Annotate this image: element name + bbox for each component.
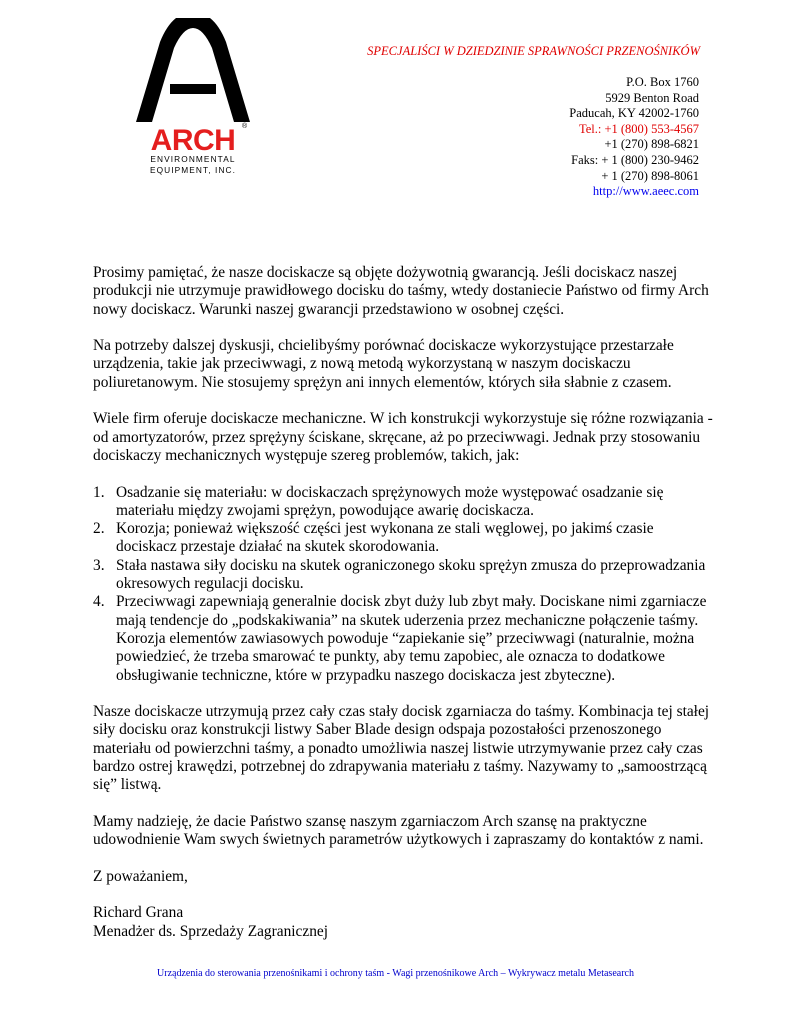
letter-body — [93, 264, 713, 941]
list-text: Korozja; ponieważ większość części jest wykonana ze stali węglowej, po jakimś czasie dociskacz przestaje działać na skutek skorodowania. — [116, 520, 654, 556]
list-item — [93, 520, 713, 557]
logo-sub2: EQUIPMENT, INC. — [149, 165, 237, 175]
paragraph-hope: Mamy nadzieję, że dacie Państwo szansę naszym zgarniaczom Arch szansę na praktyczne udowodnienie Wam swych świetnych parametrów użytkowych i zapraszamy do kontaktów z nami. — [93, 812, 704, 849]
paragraph-constant-pressure: Nasze dociskacze utrzymują przez cały czas stały docisk zgarniacza do taśmy. Kombinacja tej stałej siły docisku oraz konstrukcji listwy Saber Blade design odspaja pozostałości przenoszonego materiału od powierzchni taśmy, a ponadto umożliwia naszej listwie utrzymywanie przez cały czas bardzo ostrej krawędzi, potrzebnej do zdrapywania materiału z taśmy. Nazywamy to „samoostrzącą się” listwą. — [93, 703, 710, 794]
list-text: Osadzanie się materiału: w dociskaczach sprężynowych może występować osadzanie się materiału między zwojami sprężyn, powodujące awarię dociskacza. — [116, 483, 664, 519]
list-number: 3. — [93, 556, 105, 574]
signer-title: Menadżer ds. Sprzedaży Zagranicznej — [93, 922, 329, 940]
address-line: Paducah, KY 42002-1760 — [569, 106, 699, 121]
address-block — [569, 75, 699, 200]
website-link[interactable]: http://www.aeec.com — [592, 184, 699, 199]
fax-line: Faks: + 1 (800) 230-9462 — [571, 152, 699, 167]
problems-list — [93, 484, 713, 685]
list-item — [93, 484, 713, 521]
footer-text: Urządzenia do sterowania przenośnikami i ochrony taśm - Wagi przenośnikowe Arch – Wykrywacz metalu Metasearch — [157, 968, 634, 979]
list-number: 2. — [93, 520, 105, 538]
address-line: P.O. Box 1760 — [626, 75, 699, 89]
signer-name: Richard Grana — [93, 904, 184, 922]
paragraph-warranty: Prosimy pamiętać, że nasze dociskacze są objęte dożywotnią gwarancją. Jeśli dociskacz naszej produkcji nie utrzymuje prawidłowego docisku do taśmy, wtedy dostaniecie Państwo od firmy Arch nowy dociskacz. Warunki naszej gwarancji przedstawiono w osobnej części. — [93, 264, 709, 318]
telephone-line: Tel.: +1 (800) 553-4567 — [578, 121, 699, 136]
list-item — [93, 593, 713, 684]
list-text: Stała nastawa siły docisku na skutek ograniczonego skoku sprężyn zmusza do przeprowadzania okresowych regulacji docisku. — [116, 556, 706, 593]
list-text: Przeciwwagi zapewniają generalnie docisk zbyt duży lub zbyt mały. Dociskane nimi zgarniacze mają tendencje do „podskakiwania” na skutek uderzenia przez mechaniczne połączenie taśmy. Korozja elementów zawiasowych powoduje “zapiekanie się” przeciwwagi (naturalnie, można powiedzieć, że trzeba smarować te punkty, aby temu zapobiec, ale oznacza to dodatkowe obsługiwanie techniczne, które w przypadku naszego dociskacza jest zbyteczne). — [116, 593, 707, 684]
list-number: 1. — [93, 483, 105, 501]
telephone-line-2: +1 (270) 898-6821 — [604, 137, 699, 152]
list-item — [93, 557, 713, 594]
logo-sub1: ENVIRONMENTAL — [150, 154, 236, 164]
logo-brand: ARCH — [150, 124, 236, 157]
header-tagline: SPECJALIŚCI W DZIEDZINIE SPRAWNOŚCI PRZENOŚNIKÓW — [367, 44, 700, 58]
signature-block — [93, 904, 713, 941]
fax-line-2: + 1 (270) 898-8061 — [601, 168, 699, 183]
paragraph-mechanical: Wiele firm oferuje dociskacze mechaniczne. W ich konstrukcji wykorzystuje się różne rozwiązania - od amortyzatorów, przez sprężyny ściskane, skręcane, aż po przeciwwagi. Jednak przy stosowaniu dociskaczy mechanicznych występuje szereg problemów, takich, jak: — [93, 410, 713, 464]
registered-mark: ® — [242, 123, 248, 130]
arch-logo — [134, 18, 252, 178]
list-number: 4. — [93, 593, 105, 611]
address-line: 5929 Benton Road — [605, 90, 699, 105]
arch-shape-icon — [136, 18, 250, 122]
arch-crossbar — [170, 84, 216, 94]
closing: Z poważaniem, — [93, 867, 188, 885]
paragraph-comparison: Na potrzeby dalszej dyskusji, chcielibyśmy porównać dociskacze wykorzystujące przestarzałe urządzenia, takie jak przeciwwagi, z nową metodą wykorzystaną w naszym dociskaczu poliuretanowym. Nie stosujemy sprężyn ani innych elementów, których siła słabnie z czasem. — [93, 337, 674, 391]
